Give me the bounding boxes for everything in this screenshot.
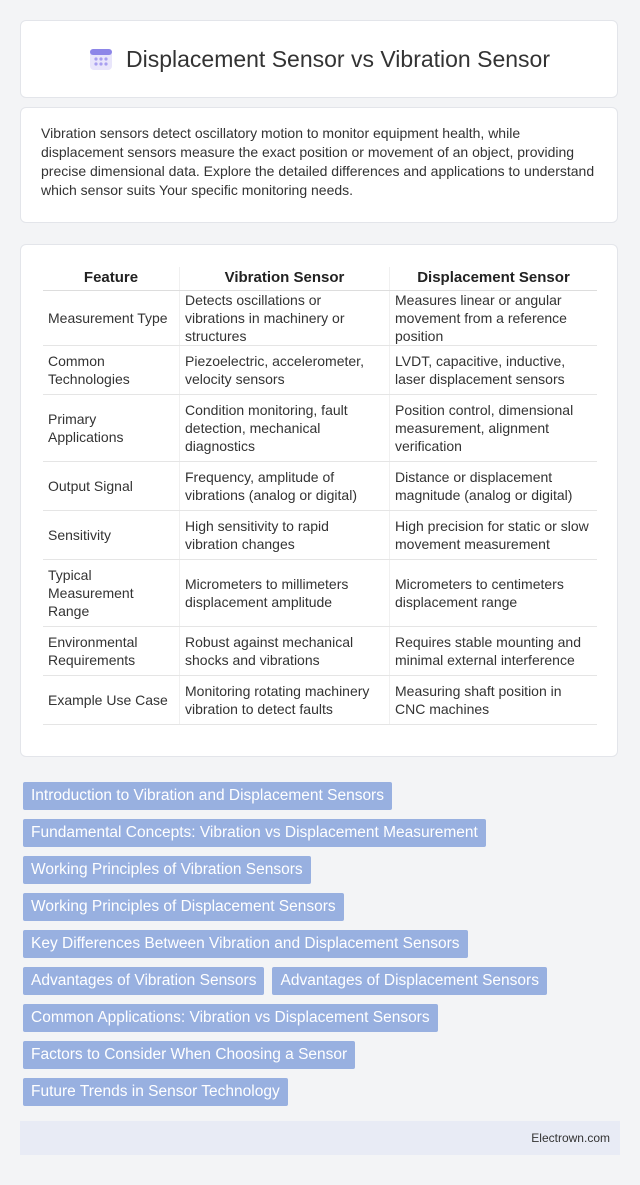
topic-link[interactable]: Future Trends in Sensor Technology	[23, 1078, 288, 1106]
comparison-table	[43, 267, 597, 725]
table-row	[43, 676, 597, 725]
footer-brand: Electrown.com	[531, 1131, 610, 1145]
topic-link[interactable]: Introduction to Vibration and Displacement Sensors	[23, 782, 392, 810]
vibration-cell: Micrometers to millimeters displacement amplitude	[180, 560, 390, 627]
footer	[20, 1121, 620, 1155]
table-row	[43, 395, 597, 462]
table-row	[43, 346, 597, 395]
intro-text: Vibration sensors detect oscillatory motion to monitor equipment health, while displacement sensors measure the exact position or movement of an object, providing precise dimensional data. Explore the detailed differences and applications to understand which sensor suits Your specific monitoring needs.	[41, 125, 595, 198]
feature-cell: Sensitivity	[43, 511, 180, 560]
feature-cell: Output Signal	[43, 462, 180, 511]
vibration-cell: Frequency, amplitude of vibrations (analog or digital)	[180, 462, 390, 511]
table-row	[43, 627, 597, 676]
table-row	[43, 462, 597, 511]
intro-card	[20, 107, 618, 223]
calendar-icon	[88, 46, 114, 72]
feature-cell: Typical Measurement Range	[43, 560, 180, 627]
displacement-cell: Requires stable mounting and minimal external interference	[390, 627, 598, 676]
table-header-displacement: Displacement Sensor	[390, 267, 598, 291]
table-row	[43, 560, 597, 627]
feature-cell: Environmental Requirements	[43, 627, 180, 676]
table-header-vibration: Vibration Sensor	[180, 267, 390, 291]
topic-link[interactable]: Working Principles of Vibration Sensors	[23, 856, 311, 884]
topic-link[interactable]: Working Principles of Displacement Sensors	[23, 893, 344, 921]
displacement-cell: Micrometers to centimeters displacement range	[390, 560, 598, 627]
topic-link[interactable]: Factors to Consider When Choosing a Sensor	[23, 1041, 355, 1069]
vibration-cell: Piezoelectric, accelerometer, velocity sensors	[180, 346, 390, 395]
feature-cell: Common Technologies	[43, 346, 180, 395]
feature-cell: Example Use Case	[43, 676, 180, 725]
topic-links	[23, 782, 603, 1115]
topic-link[interactable]: Advantages of Vibration Sensors	[23, 967, 264, 995]
vibration-cell: Condition monitoring, fault detection, mechanical diagnostics	[180, 395, 390, 462]
topic-link[interactable]: Fundamental Concepts: Vibration vs Displacement Measurement	[23, 819, 486, 847]
displacement-cell: Measuring shaft position in CNC machines	[390, 676, 598, 725]
feature-cell: Primary Applications	[43, 395, 180, 462]
table-row	[43, 291, 597, 346]
table-header-feature: Feature	[43, 267, 180, 291]
page-title: Displacement Sensor vs Vibration Sensor	[125, 45, 550, 72]
displacement-cell: High precision for static or slow movement measurement	[390, 511, 598, 560]
topic-link[interactable]: Common Applications: Vibration vs Displacement Sensors	[23, 1004, 438, 1032]
feature-cell: Measurement Type	[43, 291, 180, 346]
displacement-cell: Position control, dimensional measurement, alignment verification	[390, 395, 598, 462]
displacement-cell: Distance or displacement magnitude (analog or digital)	[390, 462, 598, 511]
displacement-cell: Measures linear or angular movement from a reference position	[390, 291, 598, 346]
table-row	[43, 511, 597, 560]
page-header	[20, 20, 618, 98]
vibration-cell: High sensitivity to rapid vibration changes	[180, 511, 390, 560]
topic-link[interactable]: Key Differences Between Vibration and Displacement Sensors	[23, 930, 468, 958]
topic-link[interactable]: Advantages of Displacement Sensors	[272, 967, 546, 995]
vibration-cell: Robust against mechanical shocks and vibrations	[180, 627, 390, 676]
comparison-card	[20, 244, 618, 757]
vibration-cell: Detects oscillations or vibrations in machinery or structures	[180, 291, 390, 346]
displacement-cell: LVDT, capacitive, inductive, laser displacement sensors	[390, 346, 598, 395]
vibration-cell: Monitoring rotating machinery vibration to detect faults	[180, 676, 390, 725]
